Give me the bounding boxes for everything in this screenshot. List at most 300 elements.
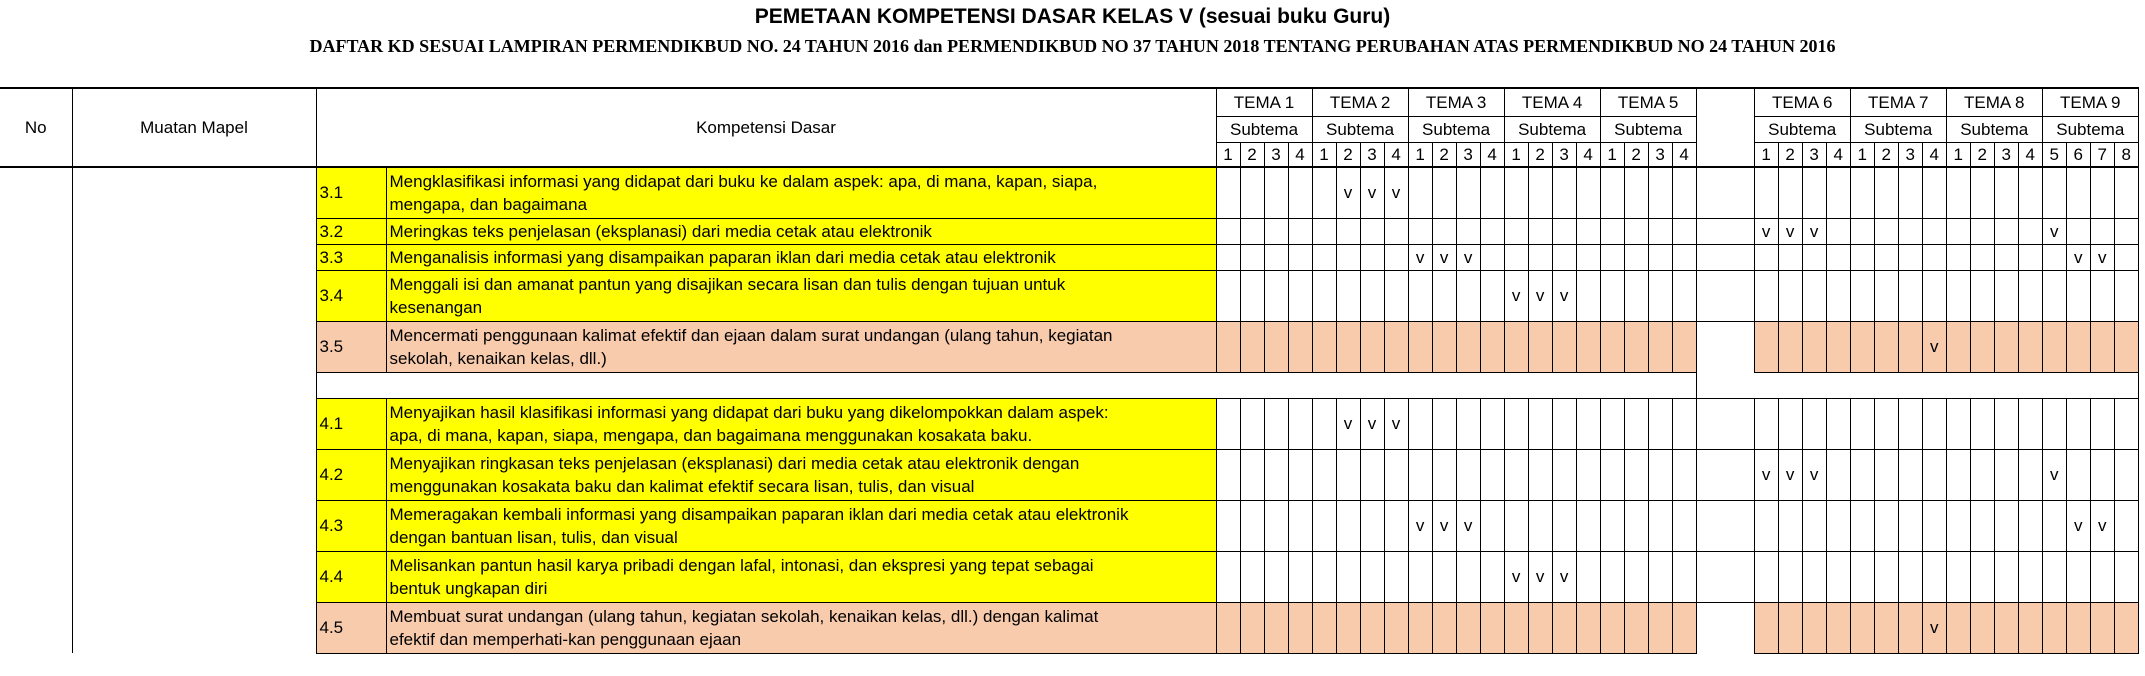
subtema-cell bbox=[1480, 244, 1504, 270]
subtema-cell bbox=[2090, 398, 2114, 449]
subtema-cell bbox=[1970, 244, 1994, 270]
subtema-cell bbox=[1408, 449, 1432, 500]
subtema-cell: v bbox=[2042, 218, 2066, 244]
kd-text-line: Melisankan pantun hasil karya pribadi dengan lafal, intonasi, dan ekspresi yang tepat sebagai bbox=[389, 555, 1094, 575]
subtema-cell bbox=[1754, 602, 1778, 653]
subtema-cell bbox=[1672, 398, 1696, 449]
subtema-cell bbox=[1994, 244, 2018, 270]
subtema-cell bbox=[2066, 551, 2090, 602]
subtema-cell bbox=[1898, 551, 1922, 602]
subtema-cell bbox=[1480, 602, 1504, 653]
subtema-cell: v bbox=[2066, 244, 2090, 270]
kd-text-line: apa, di mana, kapan, siapa, mengapa, dan bagaimana menggunakan kosakata baku. bbox=[389, 425, 1033, 445]
subtema-cell bbox=[2018, 270, 2042, 321]
subtema-cell bbox=[1970, 500, 1994, 551]
subtema-cell bbox=[1754, 551, 1778, 602]
subtema-number: 2 bbox=[1528, 142, 1552, 167]
subtema-cell bbox=[1408, 270, 1432, 321]
subtema-cell bbox=[2090, 321, 2114, 372]
subtema-cell bbox=[1480, 218, 1504, 244]
subtema-cell bbox=[1946, 449, 1970, 500]
subtema-number: 3 bbox=[1360, 142, 1384, 167]
tema-header: TEMA 4 bbox=[1504, 88, 1600, 116]
kd-text-line: Membuat surat undangan (ulang tahun, kegiatan sekolah, kenaikan kelas, dll.) dengan kalimat bbox=[389, 606, 1099, 626]
subtema-cell bbox=[1648, 167, 1672, 218]
kd-number: 4.5 bbox=[316, 602, 386, 653]
subtema-cell bbox=[1970, 602, 1994, 653]
tema-header: TEMA 3 bbox=[1408, 88, 1504, 116]
subtema-cell bbox=[1528, 500, 1552, 551]
subtema-number: 4 bbox=[2018, 142, 2042, 167]
subtema-cell: v bbox=[1504, 270, 1528, 321]
subtema-number: 4 bbox=[1384, 142, 1408, 167]
kd-description bbox=[386, 167, 1216, 218]
page-title: PEMETAAN KOMPETENSI DASAR KELAS V (sesuai buku Guru) bbox=[754, 5, 1391, 28]
subtema-cell bbox=[1504, 398, 1528, 449]
subtema-cell bbox=[1850, 449, 1874, 500]
subtema-cell bbox=[1672, 218, 1696, 244]
kd-text-line: bentuk ungkapan diri bbox=[389, 578, 548, 598]
subtema-header: Subtema bbox=[1850, 116, 1946, 142]
kd-number: 4.1 bbox=[316, 398, 386, 449]
subtema-cell bbox=[1480, 167, 1504, 218]
subtema-cell bbox=[1240, 398, 1264, 449]
subtema-number: 1 bbox=[1216, 142, 1240, 167]
subtema-cell bbox=[1552, 602, 1576, 653]
subtema-number: 4 bbox=[1826, 142, 1850, 167]
subtema-cell bbox=[1432, 449, 1456, 500]
subtema-cell bbox=[1336, 551, 1360, 602]
subtema-cell bbox=[1802, 500, 1826, 551]
subtema-cell bbox=[1552, 449, 1576, 500]
subtema-cell: v bbox=[2090, 500, 2114, 551]
subtema-cell bbox=[1480, 270, 1504, 321]
subtema-cell bbox=[1754, 500, 1778, 551]
subtema-cell bbox=[1994, 218, 2018, 244]
subtema-cell bbox=[2042, 270, 2066, 321]
gap-cell bbox=[1696, 244, 1754, 270]
subtema-cell bbox=[1826, 602, 1850, 653]
subtema-cell bbox=[1970, 218, 1994, 244]
subtema-cell bbox=[1264, 602, 1288, 653]
subtema-cell bbox=[1802, 602, 1826, 653]
subtema-cell bbox=[2042, 321, 2066, 372]
subtema-cell bbox=[1946, 602, 1970, 653]
subtema-cell bbox=[1850, 602, 1874, 653]
subtema-cell bbox=[1456, 218, 1480, 244]
subtema-cell bbox=[1600, 270, 1624, 321]
subtema-cell bbox=[1504, 500, 1528, 551]
subtema-cell bbox=[1456, 270, 1480, 321]
subtema-cell bbox=[1802, 167, 1826, 218]
subtema-header: Subtema bbox=[1946, 116, 2042, 142]
subtema-cell bbox=[1624, 398, 1648, 449]
col-header-kd: Kompetensi Dasar bbox=[316, 88, 1216, 167]
subtema-number: 2 bbox=[1624, 142, 1648, 167]
subtema-cell bbox=[1264, 398, 1288, 449]
subtema-cell bbox=[1336, 218, 1360, 244]
tema-header: TEMA 1 bbox=[1216, 88, 1312, 116]
kd-text-line: mengapa, dan bagaimana bbox=[389, 194, 588, 214]
subtema-cell bbox=[2114, 500, 2138, 551]
subtema-cell bbox=[2066, 167, 2090, 218]
subtema-cell bbox=[1384, 218, 1408, 244]
subtema-header: Subtema bbox=[1504, 116, 1600, 142]
subtema-cell bbox=[1648, 602, 1672, 653]
subtema-cell bbox=[1576, 602, 1600, 653]
subtema-number: 1 bbox=[1600, 142, 1624, 167]
subtema-cell bbox=[1754, 321, 1778, 372]
subtema-cell bbox=[2066, 398, 2090, 449]
subtema-cell bbox=[1552, 218, 1576, 244]
subtema-cell bbox=[2114, 551, 2138, 602]
subtema-cell bbox=[1874, 551, 1898, 602]
subtema-cell bbox=[1216, 244, 1240, 270]
subtema-cell bbox=[2018, 500, 2042, 551]
subtema-cell bbox=[1528, 398, 1552, 449]
subtema-cell bbox=[1624, 321, 1648, 372]
subtema-cell: v bbox=[1528, 551, 1552, 602]
subtema-cell bbox=[1552, 321, 1576, 372]
subtema-cell bbox=[1600, 500, 1624, 551]
subtema-cell bbox=[1946, 500, 1970, 551]
subtema-cell bbox=[1360, 449, 1384, 500]
kd-text-line: kesenangan bbox=[389, 297, 483, 317]
subtema-cell bbox=[2018, 321, 2042, 372]
subtema-cell bbox=[1240, 551, 1264, 602]
subtema-cell bbox=[1264, 500, 1288, 551]
subtema-cell bbox=[1922, 167, 1946, 218]
subtema-cell: v bbox=[1360, 167, 1384, 218]
subtema-number: 2 bbox=[1778, 142, 1802, 167]
subtema-cell bbox=[1240, 602, 1264, 653]
kd-text-line: Menyajikan ringkasan teks penjelasan (eksplanasi) dari media cetak atau elektronik dengan bbox=[389, 453, 1080, 473]
subtema-cell bbox=[1874, 449, 1898, 500]
subtema-cell bbox=[2114, 602, 2138, 653]
subtema-cell bbox=[2042, 500, 2066, 551]
subtema-cell bbox=[1528, 321, 1552, 372]
subtema-cell bbox=[1970, 551, 1994, 602]
subtema-cell bbox=[1802, 270, 1826, 321]
gap-cell bbox=[1696, 167, 1754, 218]
subtema-cell: v bbox=[1922, 321, 1946, 372]
subtema-cell bbox=[1456, 321, 1480, 372]
subtema-cell bbox=[1288, 321, 1312, 372]
subtema-cell bbox=[1432, 551, 1456, 602]
subtema-cell bbox=[1970, 398, 1994, 449]
subtema-cell bbox=[1778, 602, 1802, 653]
subtema-cell: v bbox=[1528, 270, 1552, 321]
subtema-cell bbox=[1874, 218, 1898, 244]
subtema-cell bbox=[2042, 244, 2066, 270]
subtema-cell bbox=[1850, 218, 1874, 244]
subtema-cell bbox=[1552, 500, 1576, 551]
subtema-cell bbox=[1922, 398, 1946, 449]
subtema-cell bbox=[1336, 321, 1360, 372]
subtema-number: 3 bbox=[1994, 142, 2018, 167]
subtema-cell bbox=[2042, 167, 2066, 218]
subtema-cell bbox=[1600, 167, 1624, 218]
subtema-cell bbox=[1312, 500, 1336, 551]
subtema-cell bbox=[1288, 449, 1312, 500]
subtema-cell bbox=[1648, 218, 1672, 244]
subtema-cell bbox=[1576, 244, 1600, 270]
subtema-cell bbox=[1336, 500, 1360, 551]
subtema-cell bbox=[1576, 270, 1600, 321]
subtema-cell bbox=[2090, 218, 2114, 244]
subtema-cell bbox=[1456, 602, 1480, 653]
kd-number: 3.3 bbox=[316, 244, 386, 270]
subtema-cell bbox=[1552, 244, 1576, 270]
subtema-cell bbox=[1384, 270, 1408, 321]
subtema-cell bbox=[1850, 398, 1874, 449]
subtema-cell: v bbox=[2066, 500, 2090, 551]
subtema-number: 1 bbox=[1850, 142, 1874, 167]
subtema-cell: v bbox=[1504, 551, 1528, 602]
kd-text-line: Mengklasifikasi informasi yang didapat dari buku ke dalam aspek: apa, di mana, kapan, siapa, bbox=[389, 171, 1098, 191]
subtema-cell bbox=[1624, 449, 1648, 500]
subtema-cell: v bbox=[1754, 218, 1778, 244]
subtema-cell bbox=[1528, 449, 1552, 500]
subtema-cell bbox=[1408, 602, 1432, 653]
subtema-cell: v bbox=[1802, 218, 1826, 244]
subtema-cell bbox=[1264, 321, 1288, 372]
subtema-cell bbox=[1456, 398, 1480, 449]
kd-description bbox=[386, 551, 1216, 602]
subtema-cell bbox=[1288, 270, 1312, 321]
subtema-cell bbox=[1504, 602, 1528, 653]
subtema-cell: v bbox=[2090, 244, 2114, 270]
col-header-mapel: Muatan Mapel bbox=[72, 88, 316, 167]
subtema-cell bbox=[1264, 218, 1288, 244]
subtema-cell bbox=[1778, 500, 1802, 551]
subtema-number: 3 bbox=[1898, 142, 1922, 167]
subtema-cell bbox=[1600, 218, 1624, 244]
gap-cell bbox=[1696, 449, 1754, 500]
tema-header: TEMA 5 bbox=[1600, 88, 1696, 116]
subtema-cell bbox=[1360, 321, 1384, 372]
subtema-cell bbox=[1994, 602, 2018, 653]
subtema-cell bbox=[2018, 218, 2042, 244]
subtema-cell bbox=[1360, 500, 1384, 551]
subtema-cell bbox=[1672, 244, 1696, 270]
subtema-cell bbox=[1994, 398, 2018, 449]
subtema-cell bbox=[2066, 449, 2090, 500]
subtema-cell bbox=[1288, 500, 1312, 551]
subtema-cell bbox=[2114, 270, 2138, 321]
gap-cell bbox=[1696, 372, 1754, 398]
subtema-cell bbox=[1576, 218, 1600, 244]
subtema-cell: v bbox=[1778, 449, 1802, 500]
subtema-number: 3 bbox=[1648, 142, 1672, 167]
kd-text-line: Mencermati penggunaan kalimat efektif dan ejaan dalam surat undangan (ulang tahun, kegiatan bbox=[389, 325, 1113, 345]
gap-cell bbox=[1696, 551, 1754, 602]
kd-number: 4.2 bbox=[316, 449, 386, 500]
subtema-cell bbox=[1826, 551, 1850, 602]
subtema-cell bbox=[1874, 244, 1898, 270]
subtema-cell bbox=[1672, 500, 1696, 551]
subtema-cell bbox=[2066, 321, 2090, 372]
subtema-cell bbox=[1384, 244, 1408, 270]
kd-text-line: sekolah, kenaikan kelas, dll.) bbox=[389, 348, 607, 368]
gap-cell bbox=[1696, 218, 1754, 244]
subtema-cell bbox=[2114, 244, 2138, 270]
subtema-cell bbox=[1802, 398, 1826, 449]
subtema-cell bbox=[1898, 398, 1922, 449]
subtema-cell bbox=[1898, 244, 1922, 270]
subtema-cell bbox=[1922, 244, 1946, 270]
subtema-cell bbox=[1312, 167, 1336, 218]
gap-cell bbox=[1696, 321, 1754, 372]
subtema-cell bbox=[1946, 398, 1970, 449]
subtema-cell bbox=[1802, 551, 1826, 602]
gap-cell bbox=[1696, 602, 1754, 653]
subtema-cell bbox=[1624, 218, 1648, 244]
subtema-cell bbox=[1778, 167, 1802, 218]
subtema-cell bbox=[2114, 218, 2138, 244]
subtema-cell bbox=[1432, 398, 1456, 449]
subtema-header: Subtema bbox=[1754, 116, 1850, 142]
subtema-cell bbox=[1552, 167, 1576, 218]
kd-text-line: efektif dan memperhati-kan penggunaan ejaan bbox=[389, 629, 742, 649]
subtema-cell bbox=[1898, 321, 1922, 372]
subtema-cell bbox=[1778, 270, 1802, 321]
subtema-cell bbox=[1946, 321, 1970, 372]
subtema-cell bbox=[1312, 602, 1336, 653]
subtema-cell bbox=[1504, 218, 1528, 244]
subtema-number: 6 bbox=[2066, 142, 2090, 167]
subtema-header: Subtema bbox=[1216, 116, 1312, 142]
subtema-cell bbox=[1360, 270, 1384, 321]
kd-mapping-table bbox=[0, 87, 2139, 654]
subtema-cell bbox=[2018, 602, 2042, 653]
subtema-number: 1 bbox=[1754, 142, 1778, 167]
subtema-cell bbox=[1264, 551, 1288, 602]
subtema-cell bbox=[1898, 167, 1922, 218]
subtema-cell bbox=[2018, 244, 2042, 270]
spacer-cell bbox=[1216, 372, 1696, 398]
subtema-cell bbox=[1216, 167, 1240, 218]
subtema-cell bbox=[1946, 218, 1970, 244]
subtema-cell bbox=[1432, 167, 1456, 218]
subtema-cell bbox=[1754, 167, 1778, 218]
subtema-cell: v bbox=[1408, 244, 1432, 270]
subtema-cell bbox=[1600, 602, 1624, 653]
subtema-cell bbox=[1408, 551, 1432, 602]
kd-number: 3.2 bbox=[316, 218, 386, 244]
subtema-cell bbox=[1826, 167, 1850, 218]
subtema-cell bbox=[1480, 551, 1504, 602]
subtema-cell bbox=[2066, 218, 2090, 244]
subtema-cell: v bbox=[1432, 244, 1456, 270]
subtema-cell bbox=[1970, 321, 1994, 372]
subtema-cell bbox=[1994, 167, 2018, 218]
subtema-cell bbox=[1754, 398, 1778, 449]
subtema-cell bbox=[1850, 270, 1874, 321]
subtema-cell bbox=[1802, 244, 1826, 270]
subtema-cell bbox=[1994, 270, 2018, 321]
subtema-cell bbox=[1672, 321, 1696, 372]
kd-description bbox=[386, 398, 1216, 449]
subtema-cell bbox=[1874, 167, 1898, 218]
subtema-cell bbox=[1240, 244, 1264, 270]
subtema-cell: v bbox=[1456, 500, 1480, 551]
subtema-cell bbox=[1898, 602, 1922, 653]
subtema-cell bbox=[2066, 270, 2090, 321]
subtema-cell bbox=[1216, 270, 1240, 321]
subtema-cell bbox=[1240, 270, 1264, 321]
subtema-cell: v bbox=[1802, 449, 1826, 500]
subtema-cell: v bbox=[1552, 270, 1576, 321]
subtema-cell bbox=[1336, 602, 1360, 653]
subtema-cell bbox=[1216, 398, 1240, 449]
kd-number: 3.5 bbox=[316, 321, 386, 372]
subtema-cell bbox=[1826, 321, 1850, 372]
subtema-cell bbox=[1384, 500, 1408, 551]
subtema-cell: v bbox=[1754, 449, 1778, 500]
subtema-cell bbox=[1240, 218, 1264, 244]
kd-description bbox=[386, 218, 1216, 244]
subtema-cell: v bbox=[1336, 167, 1360, 218]
subtema-cell bbox=[1922, 270, 1946, 321]
subtema-cell: v bbox=[1456, 244, 1480, 270]
subtema-cell bbox=[1432, 321, 1456, 372]
subtema-number: 8 bbox=[2114, 142, 2138, 167]
subtema-cell bbox=[1384, 449, 1408, 500]
subtema-cell bbox=[1600, 398, 1624, 449]
kd-description bbox=[386, 321, 1216, 372]
subtema-number: 3 bbox=[1264, 142, 1288, 167]
subtema-number: 2 bbox=[1970, 142, 1994, 167]
subtema-cell bbox=[1408, 218, 1432, 244]
subtema-cell bbox=[2114, 167, 2138, 218]
subtema-cell: v bbox=[1432, 500, 1456, 551]
subtema-cell bbox=[1408, 398, 1432, 449]
subtema-cell bbox=[1528, 602, 1552, 653]
subtema-cell bbox=[1826, 270, 1850, 321]
subtema-number: 2 bbox=[1432, 142, 1456, 167]
subtema-cell bbox=[1672, 167, 1696, 218]
subtema-number: 7 bbox=[2090, 142, 2114, 167]
subtema-cell bbox=[1456, 551, 1480, 602]
tema-header: TEMA 8 bbox=[1946, 88, 2042, 116]
subtema-cell: v bbox=[2042, 449, 2066, 500]
subtema-cell bbox=[1456, 449, 1480, 500]
subtema-cell bbox=[1360, 602, 1384, 653]
subtema-cell bbox=[1432, 218, 1456, 244]
subtema-cell bbox=[1264, 244, 1288, 270]
subtema-cell bbox=[1216, 449, 1240, 500]
subtema-cell bbox=[1922, 500, 1946, 551]
subtema-cell bbox=[1994, 449, 2018, 500]
kd-description bbox=[386, 270, 1216, 321]
subtema-cell bbox=[1874, 602, 1898, 653]
spacer-cell bbox=[316, 372, 1216, 398]
subtema-header: Subtema bbox=[1312, 116, 1408, 142]
subtema-cell bbox=[1946, 551, 1970, 602]
tema-header: TEMA 7 bbox=[1850, 88, 1946, 116]
subtema-cell bbox=[1850, 321, 1874, 372]
subtema-cell bbox=[1672, 551, 1696, 602]
subtema-cell: v bbox=[1552, 551, 1576, 602]
subtema-cell bbox=[1624, 244, 1648, 270]
subtema-cell bbox=[1922, 449, 1946, 500]
subtema-cell bbox=[1576, 500, 1600, 551]
subtema-cell bbox=[1600, 449, 1624, 500]
subtema-cell bbox=[1946, 244, 1970, 270]
subtema-cell bbox=[1288, 218, 1312, 244]
subtema-cell bbox=[1336, 270, 1360, 321]
